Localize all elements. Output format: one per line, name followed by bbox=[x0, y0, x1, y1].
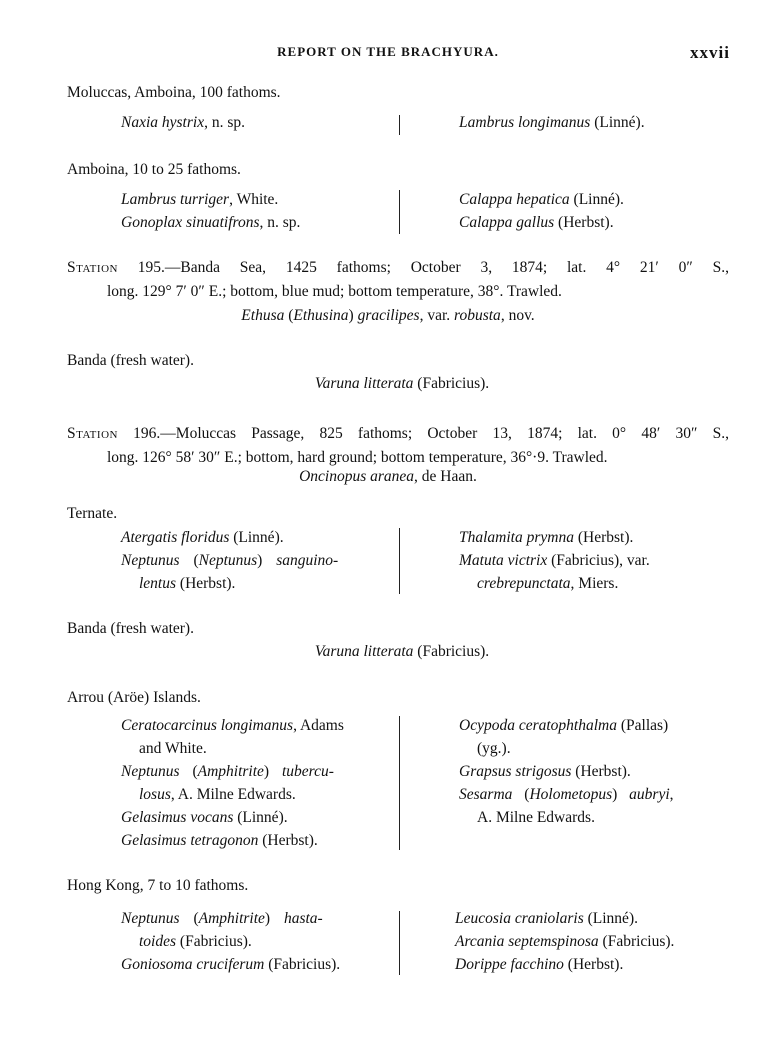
station-196-paragraph: Station 196.—Moluccas Passage, 825 fathoms; October 13, 1874; lat. 0° 48′ 30″ S., long. 126° 58′ 30″ E.; bottom, hard ground; bottom temperature, 36°·9. Trawled. bbox=[67, 425, 729, 466]
species-entry: Gelasimus tetragonon (Herbst). bbox=[121, 832, 318, 849]
species-entry: Lambrus turriger, White. bbox=[121, 191, 279, 208]
species-entry: Atergatis floridus (Linné). bbox=[121, 529, 284, 546]
species-entry: Leucosia craniolaris (Linné). bbox=[455, 910, 638, 927]
species-entry-continued: and White. bbox=[139, 740, 207, 757]
species-list-left bbox=[121, 111, 245, 134]
column-divider bbox=[399, 528, 400, 594]
species-list-left bbox=[121, 188, 300, 234]
column-divider bbox=[399, 190, 400, 234]
species-entry: Calappa hepatica (Linné). bbox=[459, 191, 624, 208]
species-entry: Neptunus (Amphitrite) hasta- bbox=[121, 910, 323, 927]
locality-banda-fresh-water: Banda (fresh water). bbox=[67, 620, 194, 637]
locality-moluccas-amboina: Moluccas, Amboina, 100 fathoms. bbox=[67, 84, 281, 101]
column-divider bbox=[399, 716, 400, 850]
species-list-left bbox=[121, 714, 344, 852]
species-list-right bbox=[455, 907, 674, 976]
column-divider bbox=[399, 115, 400, 135]
page-number: xxvii bbox=[690, 43, 730, 62]
page-header bbox=[0, 44, 776, 64]
species-entry: Arcania septemspinosa (Fabricius). bbox=[455, 933, 675, 950]
station-195-species: Ethusa (Ethusina) gracilipes, var. robusta, nov. bbox=[241, 307, 535, 324]
species-entry: Calappa gallus (Herbst). bbox=[459, 214, 614, 231]
species-entry-continued: toides (Fabricius). bbox=[139, 933, 252, 950]
species-list-left bbox=[121, 907, 340, 976]
species-entry: Gonoplax sinuatifrons, n. sp. bbox=[121, 214, 301, 231]
species-entry: Naxia hystrix, n. sp. bbox=[121, 114, 246, 131]
running-title: REPORT ON THE BRACHYURA. bbox=[277, 44, 499, 59]
species-entry: Gelasimus vocans (Linné). bbox=[121, 809, 288, 826]
species-entry: Ceratocarcinus longimanus, Adams bbox=[121, 717, 344, 734]
station-label: Station bbox=[67, 425, 118, 442]
species-entry-continued: A. Milne Edwards. bbox=[477, 809, 595, 826]
locality-banda-fresh-water: Banda (fresh water). bbox=[67, 352, 194, 369]
station-196-species: Oncinopus aranea, de Haan. bbox=[299, 468, 477, 485]
species-list-right bbox=[459, 111, 645, 134]
species-list-left bbox=[121, 526, 338, 595]
locality-ternate: Ternate. bbox=[67, 505, 118, 522]
species-entry: Lambrus longimanus (Linné). bbox=[459, 114, 645, 131]
species-entry-continued: losus, A. Milne Edwards. bbox=[139, 786, 296, 803]
station-195-paragraph: Station 195.—Banda Sea, 1425 fathoms; October 3, 1874; lat. 4° 21′ 0″ S., long. 129° 7′ 0″ E.; bottom, blue mud; bottom temperature, 38°. Trawled. bbox=[67, 259, 729, 300]
column-divider bbox=[399, 911, 400, 975]
species-entry-continued: crebrepunctata, Miers. bbox=[477, 575, 619, 592]
species-entry: Ocypoda ceratophthalma (Pallas) bbox=[459, 717, 669, 734]
banda-species: Varuna litterata (Fabricius). bbox=[314, 375, 490, 392]
station-label: Station bbox=[67, 259, 118, 276]
species-list-right bbox=[459, 526, 650, 595]
species-entry: Thalamita prymna (Herbst). bbox=[459, 529, 634, 546]
species-entry: Sesarma (Holometopus) aubryi, bbox=[459, 786, 674, 803]
species-entry: Neptunus (Amphitrite) tubercu- bbox=[121, 763, 334, 780]
species-entry: Matuta victrix (Fabricius), var. bbox=[459, 552, 650, 569]
species-entry-continued: lentus (Herbst). bbox=[139, 575, 236, 592]
banda-species: Varuna litterata (Fabricius). bbox=[314, 643, 490, 660]
species-entry-continued: (yg.). bbox=[477, 740, 511, 757]
locality-arrou-islands: Arrou (Aröe) Islands. bbox=[67, 689, 201, 706]
species-list-right bbox=[459, 714, 674, 829]
species-list-right bbox=[459, 188, 624, 234]
species-entry: Neptunus (Neptunus) sanguino- bbox=[121, 552, 339, 569]
species-entry: Grapsus strigosus (Herbst). bbox=[459, 763, 631, 780]
species-entry: Dorippe facchino (Herbst). bbox=[455, 956, 624, 973]
locality-hong-kong: Hong Kong, 7 to 10 fathoms. bbox=[67, 877, 249, 894]
species-entry: Goniosoma cruciferum (Fabricius). bbox=[121, 956, 341, 973]
locality-amboina: Amboina, 10 to 25 fathoms. bbox=[67, 161, 241, 178]
